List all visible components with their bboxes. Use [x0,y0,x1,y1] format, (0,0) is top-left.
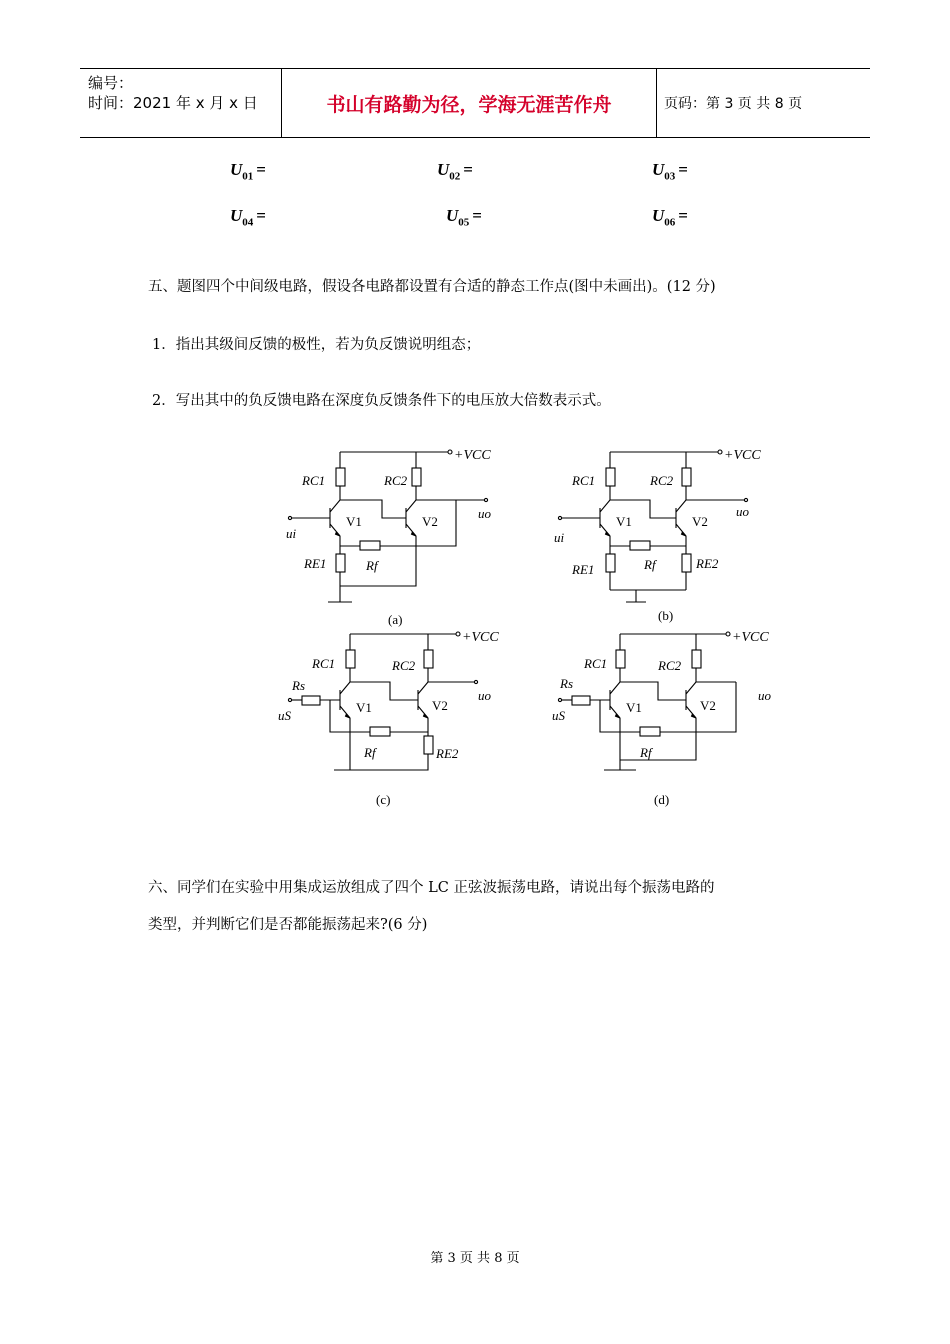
header-page-info: 页码：第 3 页 共 8 页 [664,96,803,112]
page-footer: 第 3 页 共 8 页 [430,1251,520,1266]
v2-label-d: V2 [700,698,716,713]
header-motto: 书山有路勤为径，学海无涯苦作舟 [326,93,612,116]
uo-label-b: uo [736,504,749,519]
v1-label-c: V1 [356,700,372,715]
time-label: 时间：2021 年 x 月 x 日 [88,94,258,112]
header-meta [88,73,258,113]
uo-label-c: uo [478,688,491,703]
rf-label-b: Rf [644,557,656,572]
voltage-u06: $U_{06}$ = [652,206,688,229]
v2-label-c: V2 [432,698,448,713]
ui-label-a: ui [286,526,297,541]
v2-label-a: V2 [422,514,438,529]
rc1-label-c: RC1 [312,656,336,671]
caption-c: (c) [376,792,391,807]
rc2-label-d: RC2 [658,658,682,673]
rc2-label-c: RC2 [392,658,416,673]
v1-label-d: V1 [626,700,642,715]
rc1-label-a: RC1 [302,473,326,488]
rs-label-c: Rs [292,678,305,693]
voltage-u02: $U_{02}$ = [437,160,473,183]
circuit-b [554,448,761,623]
q5-item2: 2．写出其中的负反馈电路在深度负反馈条件下的电压放大倍数表示式。 [152,393,611,409]
rc2-label-b: RC2 [650,473,674,488]
voltage-u03: $U_{03}$ = [652,160,688,183]
voltage-u01: $U_{01}$ = [230,160,266,183]
v1-label-a: V1 [346,514,362,529]
rc1-label-b: RC1 [572,473,596,488]
q6-line1: 六、同学们在实验中用集成运放组成了四个 LC 正弦波振荡电路，请说出每个振荡电路的 [148,880,715,896]
re2-label-c: RE2 [436,746,459,761]
re2-label-b: RE2 [696,556,719,571]
re1-label-a: RE1 [304,556,327,571]
rs-label-d: Rs [560,676,573,691]
rc1-label-d: RC1 [584,656,608,671]
us-label-d: uS [552,708,565,723]
q5-title: 五、题图四个中间级电路，假设各电路都设置有合适的静态工作点(图中未画出)。(12 分) [148,279,716,295]
re1-label-b: RE1 [572,562,595,577]
circuit-a [286,448,492,627]
circuit-c [278,630,499,807]
feedback-circuit-diagrams [270,430,790,820]
vcc-label-d: +VCC [732,630,769,645]
voltage-u05: $U_{05}$ = [446,206,482,229]
uo-label-a: uo [478,506,491,521]
q5-item1: 1．指出其级间反馈的极性，若为负反馈说明组态； [152,337,481,353]
rf-label-c: Rf [364,745,376,760]
vcc-label-a: +VCC [454,448,491,463]
vcc-label-b: +VCC [724,448,761,463]
caption-d: (d) [654,792,670,807]
circuit-d [552,630,772,807]
v2-label-b: V2 [692,514,708,529]
rf-label-a: Rf [366,558,378,573]
vcc-label-c: +VCC [462,630,499,645]
page-header [80,68,870,138]
q6-line2: 类型，并判断它们是否都能振荡起来?(6 分) [148,917,428,933]
caption-b: (b) [658,608,674,623]
rc2-label-a: RC2 [384,473,408,488]
us-label-c: uS [278,708,291,723]
uo-label-d: uo [758,688,771,703]
caption-a: (a) [388,612,403,627]
v1-label-b: V1 [616,514,632,529]
number-label: 编号： [88,74,134,92]
voltage-u04: $U_{04}$ = [230,206,266,229]
ui-label-b: ui [554,530,565,545]
rf-label-d: Rf [640,745,652,760]
